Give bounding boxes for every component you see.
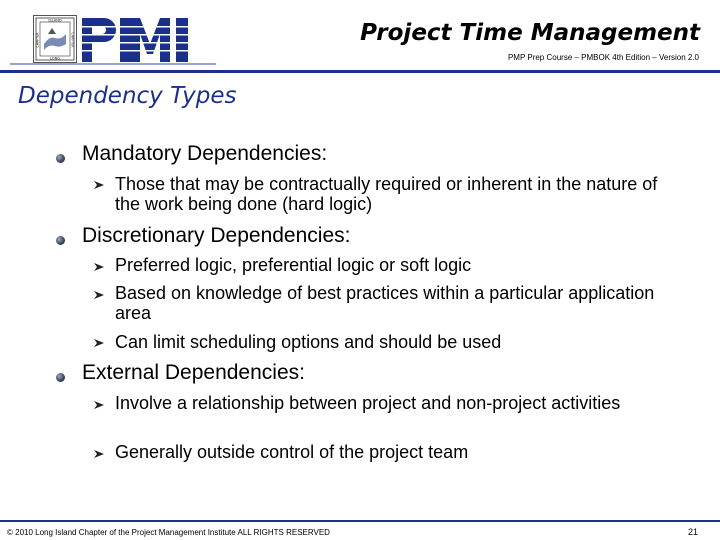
arrow-bullet-icon [94, 290, 104, 300]
seal-text-right: CHAPTER [70, 32, 75, 48]
seal-text-left: CHAPTER [35, 32, 40, 48]
arrow-bullet-icon [94, 180, 104, 190]
footer-divider [0, 520, 720, 522]
section-heading-external: External Dependencies: [82, 361, 305, 384]
slide-title: Dependency Types [18, 83, 237, 109]
seal-text-bottom: LONG [49, 56, 61, 61]
list-item: Can limit scheduling options and should be used [115, 332, 502, 352]
footer-copyright: © 2010 Long Island Chapter of the Project Management Institute ALL RIGHTS RESERVED [7, 528, 330, 537]
bullet-dot-icon [56, 236, 65, 245]
list-item: Those that may be contractually required or inherent in the nature of the work being done (hard logic) [115, 174, 658, 214]
section-heading-discretionary: Discretionary Dependencies: [82, 224, 351, 247]
chapter-seal [33, 15, 77, 63]
arrow-bullet-icon [94, 400, 104, 410]
pmi-logo [10, 14, 216, 66]
arrow-bullet-icon [94, 449, 104, 459]
list-item: Preferred logic, preferential logic or soft logic [115, 255, 472, 275]
header-divider [0, 70, 720, 73]
arrow-bullet-icon [94, 262, 104, 272]
list-item: Generally outside control of the project team [115, 442, 469, 462]
list-item: Involve a relationship between project and non-project activities [115, 393, 621, 413]
bullet-dot-icon [56, 373, 65, 382]
course-subtitle: PMP Prep Course – PMBOK 4th Edition – Version 2.0 [507, 53, 699, 62]
page-number: 21 [687, 527, 698, 537]
arrow-bullet-icon [94, 338, 104, 348]
section-heading-mandatory: Mandatory Dependencies: [82, 142, 328, 165]
slide-header-title: Project Time Management [360, 20, 700, 46]
list-item: Based on knowledge of best practices within a particular application area [115, 283, 655, 323]
bullet-dot-icon [56, 154, 65, 163]
seal-text-top: ISLAND [48, 18, 62, 23]
long-island-seal-graphic [34, 16, 76, 62]
